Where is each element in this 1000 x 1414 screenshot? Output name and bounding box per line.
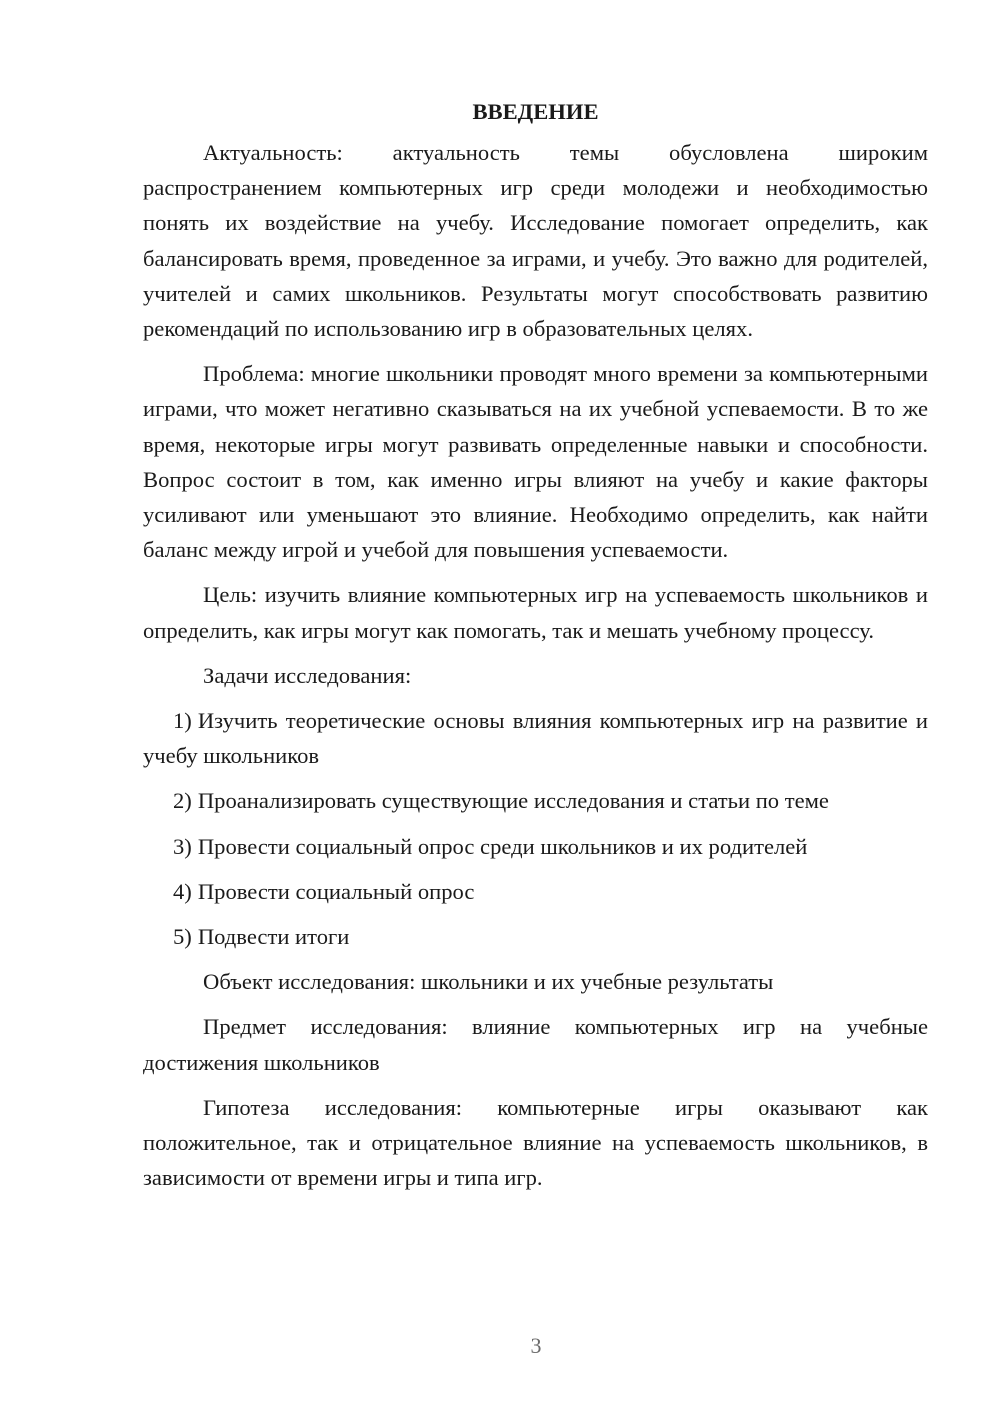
hypothesis-paragraph: Гипотеза исследования: компьютерные игры оказывают как положительное, так и отрицательное влияние на успеваемость школьников, в зависимости от времени игры и типа игр.: [143, 1094, 928, 1191]
list-item-text: Провести социальный опрос: [197, 878, 475, 904]
list-item-number: 4): [173, 878, 192, 904]
section-title: ВВЕДЕНИЕ: [472, 99, 599, 124]
list-item-number: 5): [173, 924, 192, 950]
goal-paragraph: Цель: изучить влияние компьютерных игр на успеваемость школьников и определить, как игры могут как помогать, так и мешать учебному процессу.: [143, 582, 928, 643]
subject-paragraph: Предмет исследования: влияние компьютерных игр на учебные достижения школьников: [143, 1014, 928, 1075]
relevance-paragraph: Актуальность: актуальность темы обусловлена широким распространением компьютерных игр среди молодежи и необходимостью понять их воздействие на учебу. Исследование помогает определить, как балансировать время, проведенное за играми, и учебу. Это важно для родителей, учителей и самих школьников. Результаты могут способствовать развитию рекомендаций по использованию игр в образовательных целях.: [143, 140, 928, 342]
tasks-heading: Задачи исследования:: [203, 662, 412, 688]
object-paragraph: Объект исследования: школьники и их учебные результаты: [203, 969, 774, 995]
list-item-number: 3): [173, 833, 192, 859]
list-item-text: Проанализировать существующие исследования и статьи по теме: [197, 788, 829, 814]
list-item: [143, 874, 928, 909]
list-item: [143, 919, 928, 954]
list-item-text: Изучить теоретические основы влияния компьютерных игр на развитие и учебу школьников: [143, 708, 928, 769]
list-item: [143, 829, 928, 864]
document-page: [143, 97, 928, 1205]
list-item: [143, 703, 928, 773]
list-item: [143, 783, 928, 818]
page-number: 3: [530, 1333, 542, 1358]
tasks-list: [143, 703, 928, 954]
list-item-number: 2): [173, 788, 192, 814]
list-item-text: Подвести итоги: [197, 924, 350, 950]
problem-paragraph: Проблема: многие школьники проводят много времени за компьютерными играми, что может негативно сказываться на их учебной успеваемости. В то же время, некоторые игры могут развивать определенные навыки и способности. Вопрос состоит в том, как именно игры влияют на учебу и какие факторы усиливают или уменьшают это влияние. Необходимо определить, как найти баланс между игрой и учебой для повышения успеваемости.: [143, 361, 928, 563]
list-item-number: 1): [173, 708, 192, 734]
list-item-text: Провести социальный опрос среди школьников и их родителей: [197, 833, 808, 859]
